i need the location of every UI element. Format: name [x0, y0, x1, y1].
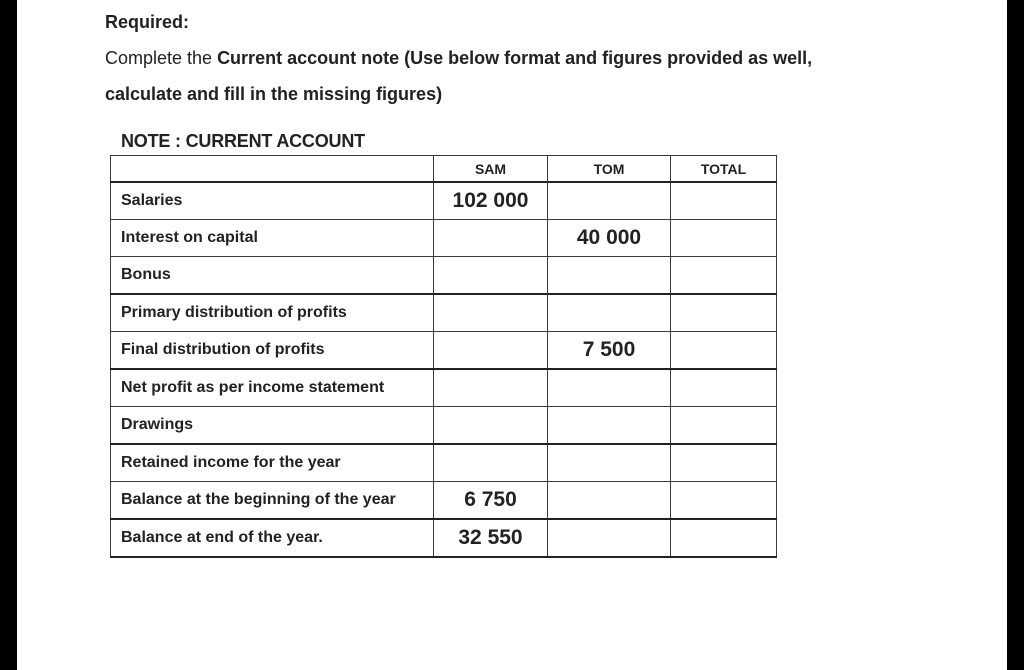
cell-total — [671, 220, 777, 257]
table-row — [111, 407, 777, 445]
current-account-table — [110, 155, 777, 558]
header-tom: TOM — [548, 156, 671, 183]
cell-total — [671, 482, 777, 520]
cell-tom — [548, 257, 671, 295]
instruction-line-2: calculate and fill in the missing figures) — [105, 84, 443, 104]
cell-total — [671, 182, 777, 220]
table-row — [111, 482, 777, 520]
cell-total — [671, 369, 777, 407]
cell-sam: 32 550 — [434, 519, 548, 557]
cell-sam: 6 750 — [434, 482, 548, 520]
row-label: Final distribution of profits — [111, 332, 434, 370]
cell-tom — [548, 444, 671, 482]
row-label: Bonus — [111, 257, 434, 295]
cell-tom — [548, 294, 671, 332]
table-row — [111, 294, 777, 332]
table-header-row — [111, 156, 777, 183]
cell-tom — [548, 407, 671, 445]
instruction-line-1 — [105, 48, 812, 69]
row-label: Salaries — [111, 182, 434, 220]
row-label: Interest on capital — [111, 220, 434, 257]
cell-tom: 7 500 — [548, 332, 671, 370]
cell-total — [671, 519, 777, 557]
cell-total — [671, 407, 777, 445]
instruction-bold-text: Current account note (Use below format and figures provided as well, — [217, 48, 813, 68]
cell-sam: 102 000 — [434, 182, 548, 220]
cell-tom — [548, 519, 671, 557]
row-label: Net profit as per income statement — [111, 369, 434, 407]
row-label: Balance at end of the year. — [111, 519, 434, 557]
note-title: NOTE : CURRENT ACCOUNT — [121, 131, 365, 151]
cell-total — [671, 444, 777, 482]
cell-total — [671, 294, 777, 332]
cell-sam — [434, 257, 548, 295]
instruction-prefix: Complete the — [105, 48, 218, 68]
right-border-bar — [1007, 0, 1024, 670]
header-blank-cell — [111, 156, 434, 183]
cell-total — [671, 257, 777, 295]
cell-tom — [548, 182, 671, 220]
table-row — [111, 444, 777, 482]
header-total: TOTAL — [671, 156, 777, 183]
cell-sam — [434, 332, 548, 370]
table-row — [111, 519, 777, 557]
cell-sam — [434, 369, 548, 407]
table-row — [111, 369, 777, 407]
row-label: Primary distribution of profits — [111, 294, 434, 332]
cell-tom: 40 000 — [548, 220, 671, 257]
row-label: Drawings — [111, 407, 434, 445]
table-row — [111, 257, 777, 295]
cell-total — [671, 332, 777, 370]
left-border-bar — [0, 0, 17, 670]
table-row — [111, 182, 777, 220]
cell-tom — [548, 369, 671, 407]
header-sam: SAM — [434, 156, 548, 183]
required-heading: Required: — [105, 12, 190, 32]
cell-sam — [434, 407, 548, 445]
cell-sam — [434, 294, 548, 332]
row-label: Balance at the beginning of the year — [111, 482, 434, 520]
table-row — [111, 220, 777, 257]
row-label: Retained income for the year — [111, 444, 434, 482]
cell-tom — [548, 482, 671, 520]
cell-sam — [434, 444, 548, 482]
cell-sam — [434, 220, 548, 257]
table-row — [111, 332, 777, 370]
